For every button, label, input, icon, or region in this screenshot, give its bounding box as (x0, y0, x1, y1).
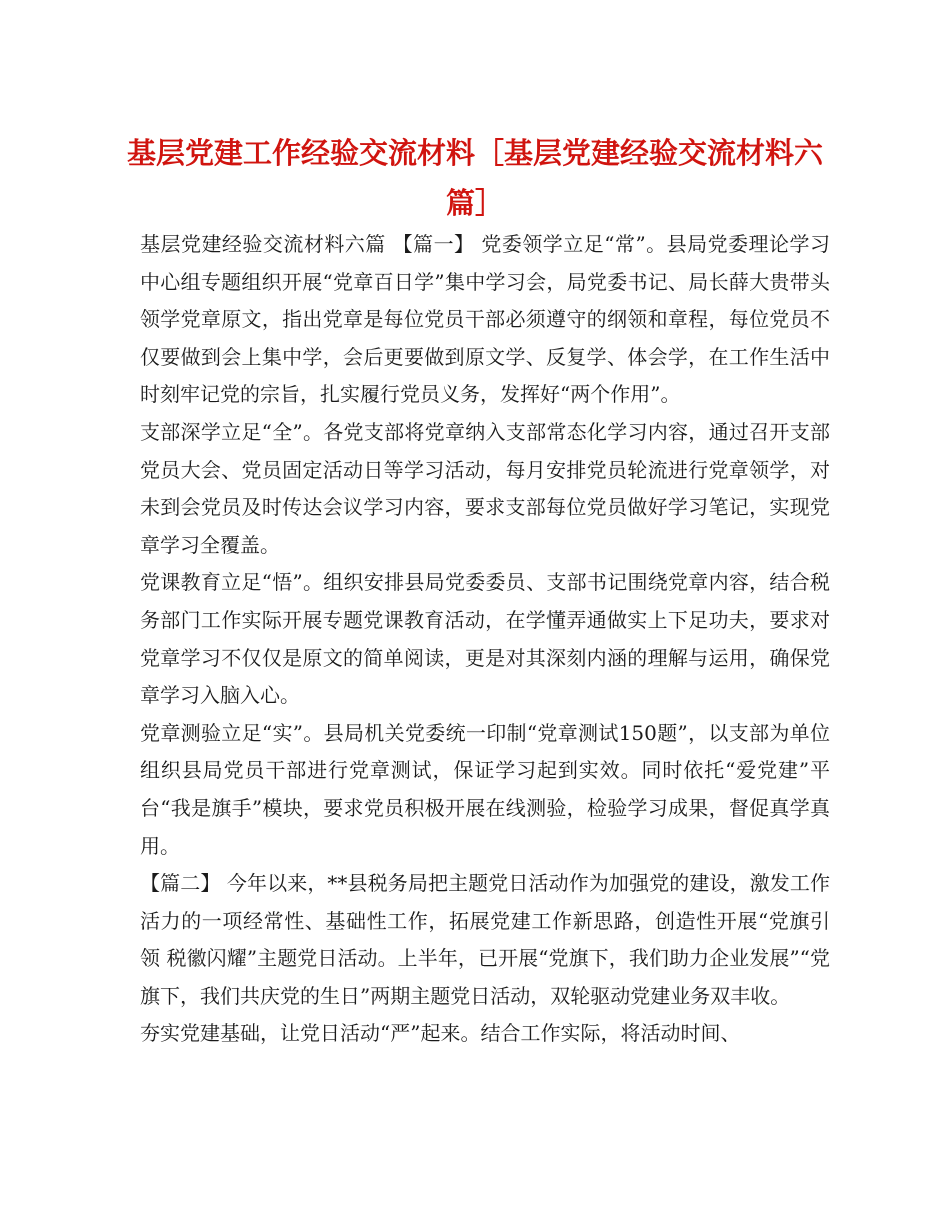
paragraph: 基层党建经验交流材料六篇 【篇一】 党委领学立足“常”。县局党委理论学习中心组专题组织开展“党章百日学”集中学习会，局党委书记、局长薛大贵带头领学党章原文，指出党章是每位党员干部必须遵守的纲领和章程，每位党员不仅要做到会上集中学，会后更要做到原文学、反复学、体会学，在工作生活中时刻牢记党的宗旨，扎实履行党员义务，发挥好“两个作用”。 (140, 232, 830, 407)
paragraph: 支部深学立足“全”。各党支部将党章纳入支部常态化学习内容，通过召开支部党员大会、党员固定活动日等学习活动，每月安排党员轮流进行党章领学，对未到会党员及时传达会议学习内容，要求支部每位党员做好学习笔记，实现党章学习全覆盖。 (140, 419, 830, 557)
paragraph: 【篇二】 今年以来，**县税务局把主题党日活动作为加强党的建设，激发工作活力的一项经常性、基础性工作，拓展党建工作新思路，创造性开展“党旗引领 税徽闪耀”主题党日活动。上半年，已开展“党旗下，我们助力企业发展”“党旗下，我们共庆党的生日”两期主题党日活动，双轮驱动党建业务双丰收。 (140, 871, 830, 1008)
document-title: 基层党建工作经验交流材料［基层党建经验交流材料六篇］ (126, 136, 823, 220)
paragraph: 党课教育立足“悟”。组织安排县局党委委员、支部书记围绕党章内容，结合税务部门工作实际开展专题党课教育活动，在学懂弄通做实上下足功夫，要求对党章学习不仅仅是原文的简单阅读，更是对其深刻内涵的理解与运用，确保党章学习入脑入心。 (140, 570, 830, 708)
document-body (140, 226, 830, 1053)
paragraph: 党章测验立足“实”。县局机关党委统一印制“党章测试150题”，以支部为单位组织县局党员干部进行党章测试，保证学习起到实效。同时依托“爱党建”平台“我是旗手”模块，要求党员积极开展在线测验，检验学习成果，督促真学真用。 (140, 720, 830, 858)
paragraph: 夯实党建基础，让党日活动“严”起来。结合工作实际，将活动时间、 (140, 1021, 741, 1046)
